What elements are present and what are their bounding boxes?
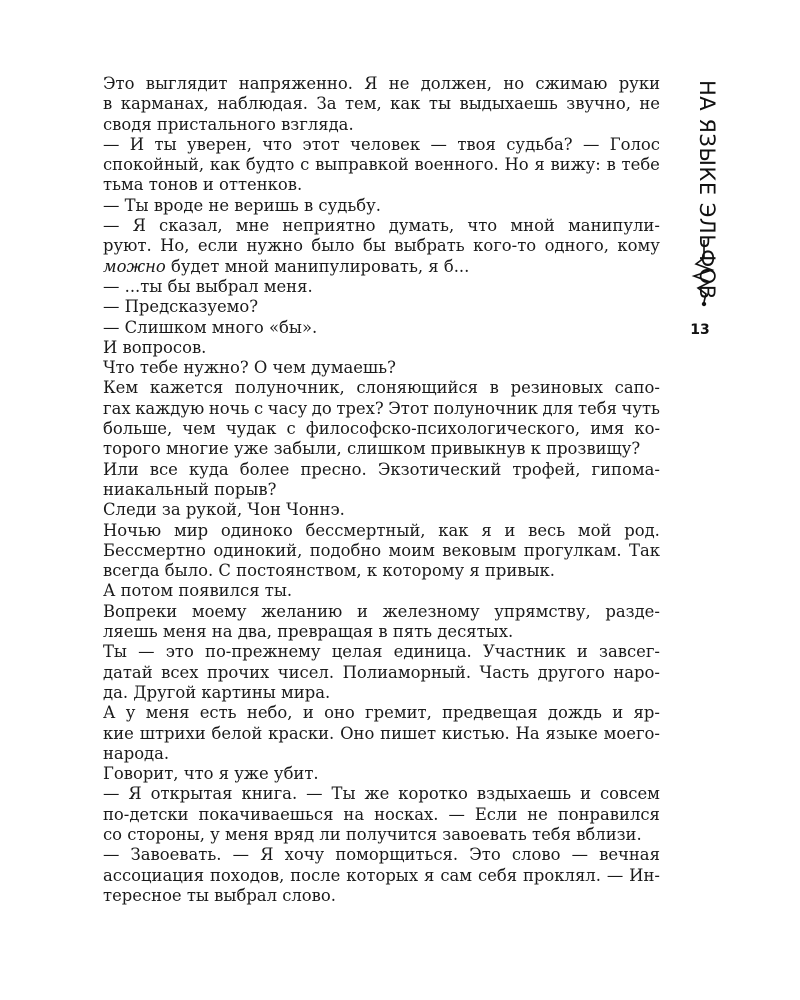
text-line: тересное ты выбрал слово. xyxy=(103,885,336,905)
text-line: ассоциация походов, после которых я сам себя проклял. — Ин- xyxy=(103,865,660,885)
text-line: по-детски покачиваешься на носках. — Если не понравился xyxy=(103,804,660,824)
text-line: торого многие уже забыли, слишком привыкнув к прозвищу? xyxy=(103,439,641,459)
text-line: — Я открытая книга. — Ты же коротко вздыхаешь и совсем xyxy=(103,784,660,804)
text-line: можно будет мной манипулировать, я б... xyxy=(103,256,470,276)
page-number: 13 xyxy=(690,322,710,338)
text-line: А у меня есть небо, и оно гремит, предвещая дождь и яр- xyxy=(103,703,660,723)
text-line: Это выглядит напряженно. Я не должен, но сжимаю руки xyxy=(103,74,660,93)
text-line: — Слишком много «бы». xyxy=(103,317,318,337)
book-title-vertical: НА ЯЗЫКЕ ЭЛЬФОВ xyxy=(695,80,719,300)
running-header xyxy=(688,80,722,300)
text-line: Ты — это по-прежнему целая единица. Участник и завсег- xyxy=(103,642,660,662)
text-line: гах каждую ночь с часу до трех? Этот полуночник для тебя чуть xyxy=(103,398,660,418)
heartbeat-line-icon xyxy=(682,240,726,310)
text-line: спокойный, как будто с выправкой военного. Но я вижу: в тебе xyxy=(103,155,660,175)
text-line: — Я сказал, мне неприятно думать, что мной манипули- xyxy=(103,216,660,236)
body-text xyxy=(103,74,660,906)
text-line: всегда было. С постоянством, к которому я привык. xyxy=(103,561,555,581)
text-line: ляешь меня на два, превращая в пять десятых. xyxy=(103,622,514,642)
text-line: — ...ты бы выбрал меня. xyxy=(103,276,313,296)
text-line: Или все куда более пресно. Экзотический трофей, гипома- xyxy=(103,459,660,479)
text-line: И вопросов. xyxy=(103,337,207,357)
text-line: — И ты уверен, что этот человек — твоя судьба? — Голос xyxy=(103,134,660,154)
text-line: Бессмертно одинокий, подобно моим вековым прогулкам. Так xyxy=(103,540,660,560)
text-line: со стороны, у меня вряд ли получится завоевать тебя вблизи. xyxy=(103,824,642,844)
text-line: Говорит, что я уже убит. xyxy=(103,764,319,784)
text-line: А потом появился ты. xyxy=(103,581,293,601)
text-line: да. Другой картины мира. xyxy=(103,682,331,702)
text-line: — Предсказуемо? xyxy=(103,297,259,317)
text-line: в карманах, наблюдая. За тем, как ты выдыхаешь звучно, не xyxy=(103,94,660,114)
text-line: Кем кажется полуночник, слоняющийся в резиновых сапо- xyxy=(103,378,660,398)
text-line: Вопреки моему желанию и железному упрямству, разде- xyxy=(103,601,660,621)
text-line: датай всех прочих чисел. Полиаморный. Часть другого наро- xyxy=(103,662,660,682)
text-line: — Завоевать. — Я хочу поморщиться. Это слово — вечная xyxy=(103,845,660,865)
text-line: Следи за рукой, Чон Чоннэ. xyxy=(103,500,345,520)
text-line: сводя пристального взгляда. xyxy=(103,114,354,134)
text-line: руют. Но, если нужно было бы выбрать кого-то одного, кому xyxy=(103,236,660,256)
text-line: Ночью мир одиноко бессмертный, как я и весь мой род. xyxy=(103,520,660,540)
text-line: больше, чем чудак с философско-психологического, имя ко- xyxy=(103,419,660,439)
text-line: ниакальный порыв? xyxy=(103,479,277,499)
text-line: кие штрихи белой краски. Оно пишет кистью. На языке моего- xyxy=(103,723,660,743)
text-line: народа. xyxy=(103,743,170,763)
text-line: Что тебе нужно? О чем думаешь? xyxy=(103,358,396,378)
text-line: — Ты вроде не веришь в судьбу. xyxy=(103,195,381,215)
text-line: тьма тонов и оттенков. xyxy=(103,175,303,195)
